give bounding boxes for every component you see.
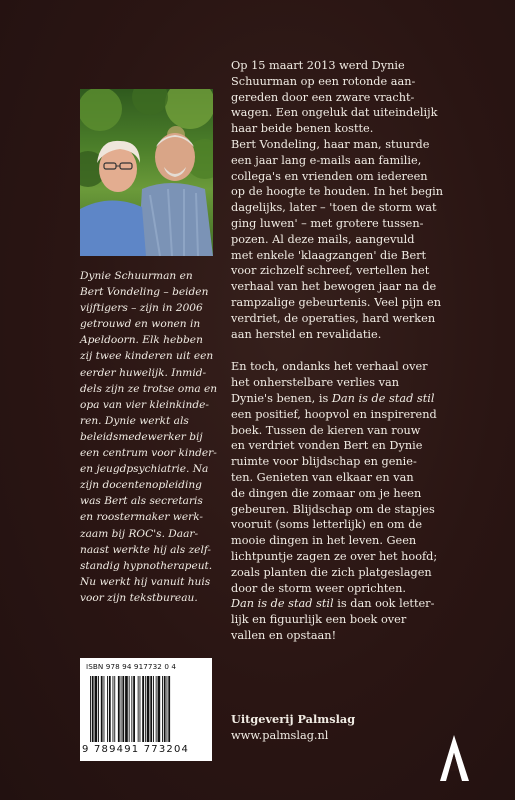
barcode-bar [113,676,114,742]
barcode-bar [138,676,139,742]
barcode-bar [122,676,124,742]
blurb-column [231,58,481,644]
barcode-bar [153,676,154,742]
barcode-bar [150,676,152,742]
barcode-bar [109,676,111,742]
blurb-paragraph-2 [231,359,481,643]
barcode-bar [167,676,168,742]
barcode-bar [133,676,135,742]
book-title-mention-2: Dan is de stad stil [231,597,334,611]
book-title-mention-1: Dan is de stad stil [331,391,435,405]
barcode-bar [145,676,146,742]
barcode-bar [140,676,141,742]
blurb-paragraph-2-part-1: En toch, ondanks het verhaal over het onherstelbare verlies van Dynie's benen, is [231,360,428,405]
barcode-bar [101,676,103,742]
publisher-logo-icon [438,733,471,783]
author-photo-illustration [80,89,213,256]
barcode-bar [90,676,91,742]
barcode-bar [168,676,170,742]
author-photo [80,89,213,256]
barcode-bar [121,676,122,742]
barcode-bar [158,676,161,742]
barcode-bars [90,676,202,742]
barcode-bar [95,676,98,742]
barcode-bar [131,676,132,742]
barcode-bar [162,676,163,742]
blurb-paragraph-1: Op 15 maart 2013 werd Dynie Schuurman op een rotonde aan- gereden door een zware vracht- wagen. Een ongeluk dat uiteindelijk haar beide benen kostte. Bert Vondeling, haar man, stuurde een jaar lang e-mails aan familie, collega's en vrienden om iedereen op de hoogte te houden. In het begin dagelijks, later – 'toen de storm wat ging luwen' – met grotere tussen- pozen. Al deze mails, aangevuld met enkele 'klaagzangen' die Bert voor zichzelf schreef, vertellen het verhaal van het bewogen jaar na de rampzalige gebeurtenis. Veel pijn en verdriet, de operaties, hard werken aan herstel en revalidatie. [231,59,444,341]
isbn-barcode [80,658,212,761]
barcode-bar [156,676,157,742]
author-bio-caption: Dynie Schuurman en Bert Vondeling – beiden vijftigers – zijn in 2006 getrouwd en wonen in Apeldoorn. Elk hebben zij twee kinderen uit een eerder huwelijk. Inmid- dels zijn ze trotse oma en opa van vier kleinkinde- ren. Dynie werkt als beleidsmedewerker bij een centrum voor kinder- en jeugdpsychiatrie. Na zijn docentenopleiding was Bert als secretaris en roostermaker werk- zaam bij ROC's. Daar- naast werkte hij als zelf- standig hypnotherapeut. Nu werkt hij vanuit huis voor zijn tekstbureau. [80,270,218,604]
barcode-bar [147,676,150,742]
barcode-bar [104,676,105,742]
barcode-bar [114,676,115,742]
barcode-bar [92,676,94,742]
publisher-url: www.palmslag.nl [231,728,329,742]
barcode-bar [164,676,166,742]
barcode-bar [142,676,144,742]
barcode-bar [129,676,130,742]
publisher-block [231,712,411,744]
blurb-paragraph-2-part-3: is dan ook letter- lijk en figuurlijk een boek over vallen en opstaan! [231,597,435,642]
author-column [80,89,220,606]
barcode-bar [98,676,99,742]
barcode-bar [107,676,108,742]
barcode-bar [118,676,120,742]
blurb-paragraph-2-part-2: een positief, hoopvol en inspirerend boek. Tussen de kieren van rouw en verdriet vonden Bert en Dynie ruimte voor blijdschap en genie- ten. Genieten van elkaar en van de dingen die zomaar om je heen gebeuren. Blijdschap om de stapjes vooruit (soms letterlijk) en om de mooie dingen in het leven. Geen lichtpuntje zagen ze over het hoofd; zoals planten die zich platgeslagen door de storm weer oprichten. [231,407,438,595]
ean-digits: 9 789491 773204 [82,744,190,755]
publisher-name: Uitgeverij Palmslag [231,712,356,726]
isbn-label: ISBN 978 94 917732 0 4 [86,662,177,671]
barcode-bar [125,676,128,742]
